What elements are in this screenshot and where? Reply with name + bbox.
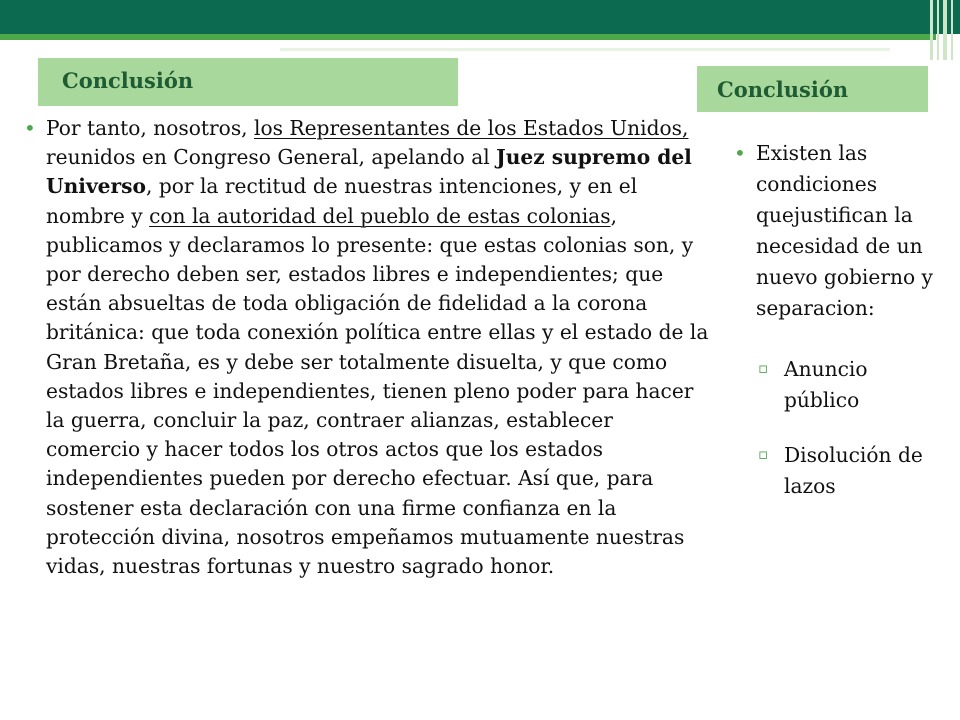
side-text-column <box>730 138 945 526</box>
underlined-phrase: los Representantes de los Estados Unidos, <box>254 116 689 140</box>
sub-item-text: Anuncio público <box>784 357 868 412</box>
bullet-icon: • <box>24 116 36 140</box>
text-run: , por la rectitud de nuestras intenciones, y en el nombre y <box>46 174 638 228</box>
sub-item-anuncio <box>758 354 945 416</box>
right-section-header <box>697 66 928 112</box>
square-bullet-icon: ▫ <box>758 359 769 377</box>
top-accent-lines <box>0 34 960 48</box>
sub-item-disolucion <box>758 440 945 502</box>
side-bullet <box>730 138 945 324</box>
right-header-title: Conclusión <box>717 77 849 102</box>
text-run: Por tanto, nosotros, <box>46 116 255 140</box>
main-text-column <box>20 114 710 581</box>
square-bullet-icon: ▫ <box>758 445 769 463</box>
main-paragraph <box>46 116 708 578</box>
side-bullet-text: Existen las condiciones quejustifican la necesidad de un nuevo gobierno y separacion: <box>756 141 933 320</box>
main-bullet <box>20 114 710 581</box>
text-run: reunidos en Congreso General, apelando al <box>46 145 497 170</box>
corner-decoration <box>926 0 960 60</box>
left-section-header <box>38 58 458 106</box>
underlined-phrase: con la autoridad del pueblo de estas colonias <box>149 203 611 228</box>
bullet-icon: • <box>734 141 746 165</box>
side-sublist <box>730 354 945 502</box>
bold-phrase: Juez supremo del Universo <box>46 145 692 199</box>
top-banner <box>0 0 960 34</box>
text-run: , publicamos y declaramos lo presente: que estas colonias son, y por derecho deben ser, estados libres e independientes; que están absueltas de toda obligación de fidelidad a la corona británica: que toda conexión política entre ellas y el estado de la Gran Bretaña, es y debe ser totalmente disuelta, y que como estados libres e independientes, tienen pleno poder para hacer la guerra, concluir la paz, contraer alianzas, establecer comercio y hacer todos los otros actos que los estados independientes pueden por derecho efectuar. Así que, para sostener esta declaración con una firme confianza en la protección divina, nosotros empeñamos mutuamente nuestras vidas, nuestras fortunas y nuestro sagrado honor. <box>46 203 709 579</box>
sub-item-text: Disolución de lazos <box>784 443 923 498</box>
left-header-title: Conclusión <box>62 68 194 93</box>
